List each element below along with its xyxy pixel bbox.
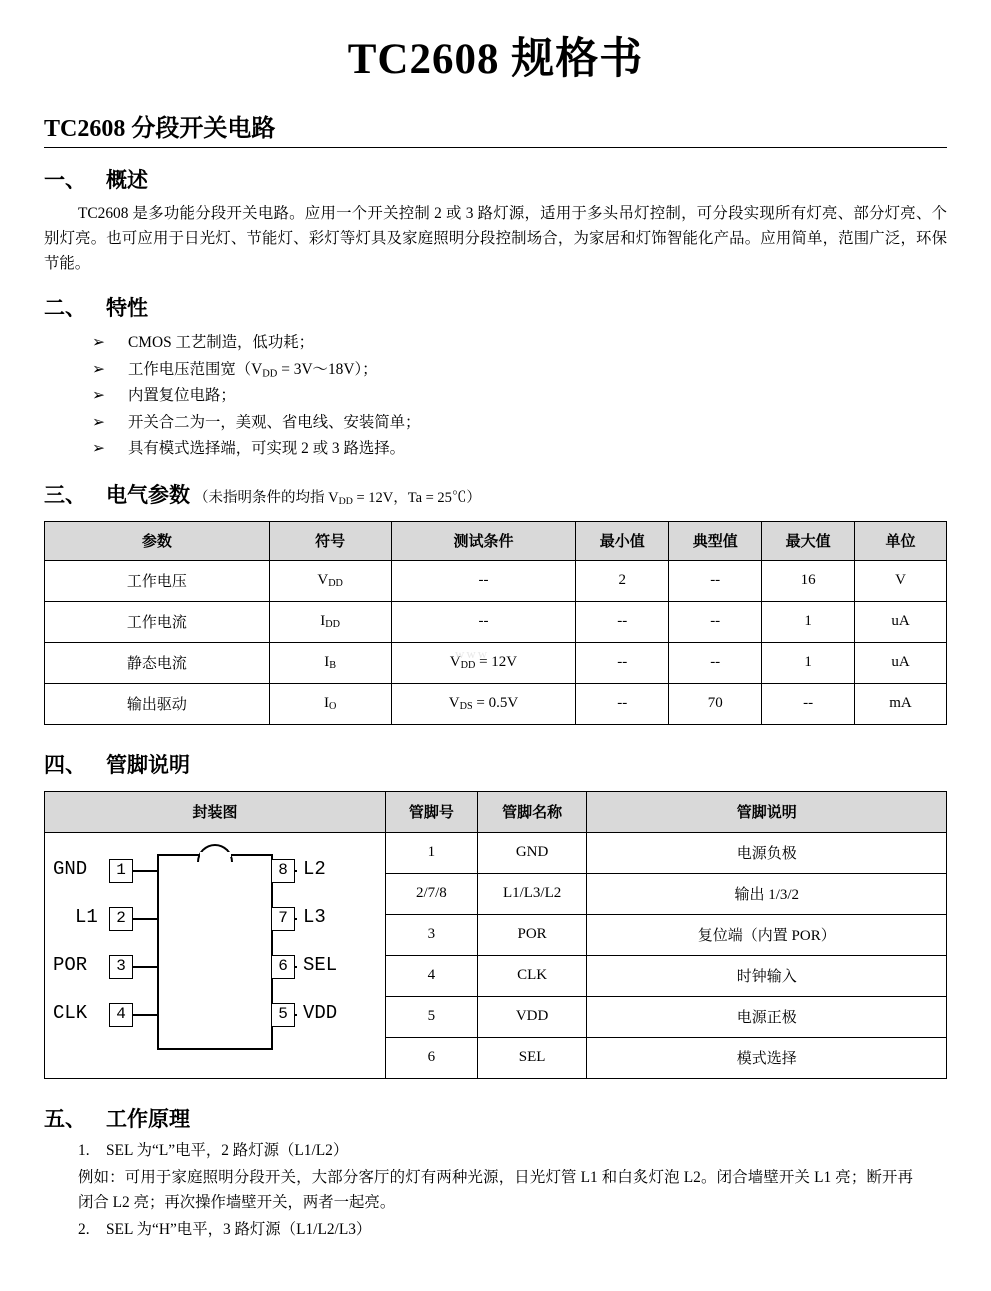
cell-pin-desc: 模式选择: [587, 1037, 947, 1078]
package-diagram-cell: [45, 832, 386, 1078]
column-header: 单位: [855, 521, 947, 560]
pin-lead: [133, 870, 159, 872]
table-header-row: [45, 791, 947, 832]
section-title-overview: 概述: [106, 167, 148, 192]
pin-label-por: POR: [53, 953, 88, 976]
section-title-pins: 管脚说明: [106, 752, 190, 777]
column-header: 符号: [269, 521, 391, 560]
pin-box-4: 4: [109, 1003, 133, 1027]
cell-pin-desc: 输出 1/3/2: [587, 873, 947, 914]
cell-pin-number: 5: [386, 996, 478, 1037]
cell-pin-name: POR: [477, 914, 587, 955]
list-item: [92, 383, 991, 409]
pin-label-l2: L2: [303, 857, 326, 880]
principle-item-2: [78, 1218, 913, 1243]
overview-paragraph: [44, 202, 947, 277]
column-header: 参数: [45, 521, 270, 560]
list-item: [92, 436, 991, 462]
principle-text-2: SEL 为“H”电平，3 路灯源（L1/L2/L3）: [106, 1220, 372, 1238]
table-row: [45, 683, 947, 724]
cell-min: --: [576, 683, 669, 724]
principle-example: [78, 1166, 913, 1216]
cell-pin-name: CLK: [477, 955, 587, 996]
arrow-bullet-icon: ➢: [92, 360, 105, 378]
cell-pin-desc: 复位端（内置 POR）: [587, 914, 947, 955]
cell-typ: --: [669, 642, 762, 683]
cell-pin-number: 1: [386, 832, 478, 873]
cell-unit: uA: [855, 642, 947, 683]
cell-parameter: 输出驱动: [45, 683, 270, 724]
cell-symbol: $I_{DD}$: [269, 601, 391, 642]
arrow-bullet-icon: ➢: [92, 440, 105, 458]
column-header: 最大值: [762, 521, 855, 560]
cell-min: --: [576, 601, 669, 642]
cell-typ: --: [669, 601, 762, 642]
cell-pin-name: L1/L3/L2: [477, 873, 587, 914]
cell-max: --: [762, 683, 855, 724]
list-item: [92, 330, 991, 356]
pin-box-5: 5: [271, 1003, 295, 1027]
document-subtitle: TC2608 分段开关电路: [44, 115, 276, 142]
page-title: TC2608 规格书: [347, 36, 644, 83]
cell-typ: --: [669, 560, 762, 601]
pin-box-6: 6: [271, 955, 295, 979]
section-note-electrical: （未指明条件的均指 $V_{DD} = 12V$，Ta = 25℃）: [194, 489, 481, 508]
cell-max: 16: [762, 560, 855, 601]
section-title-principle: 工作原理: [106, 1106, 190, 1131]
table-row: [45, 642, 947, 683]
pin-label-gnd: GND: [53, 857, 88, 880]
pin-description-table: [44, 791, 947, 1079]
cell-symbol: $I_O$: [269, 683, 391, 724]
dip8-package-diagram: [45, 838, 385, 1073]
section-number-features: 二、: [44, 296, 86, 321]
cell-pin-number: 6: [386, 1037, 478, 1078]
section-number-electrical: 三、: [44, 482, 86, 507]
cell-min: 2: [576, 560, 669, 601]
arrow-bullet-icon: ➢: [92, 334, 105, 352]
cell-pin-name: GND: [477, 832, 587, 873]
column-header: 测试条件: [391, 521, 576, 560]
column-header: 最小值: [576, 521, 669, 560]
section-title-features: 特性: [106, 296, 148, 321]
feature-text: CMOS 工艺制造，低功耗；: [128, 334, 314, 352]
section-number-overview: 一、: [44, 167, 86, 192]
arrow-bullet-icon: ➢: [92, 387, 105, 405]
watermark: www: [455, 646, 490, 661]
cell-condition: --: [391, 560, 576, 601]
list-item: [92, 357, 991, 383]
feature-text: 工作电压范围宽（$V_{DD}$ = 3V～18V）；: [128, 360, 378, 380]
section-heading-features: [44, 292, 991, 322]
cell-pin-name: SEL: [477, 1037, 587, 1078]
pin-label-clk: CLK: [53, 1001, 88, 1024]
pin-box-1: 1: [109, 859, 133, 883]
cell-pin-desc: 时钟输入: [587, 955, 947, 996]
cell-typ: 70: [669, 683, 762, 724]
principle-example-text: 例如：可用于家庭照明分段开关，大部分客厅的灯有两种光源，日光灯管 L1 和白炙灯泡 L2。闭合墙壁开关 L1 亮；断开再闭合 L2 亮；再次操作墙壁开关，两者一起亮。: [78, 1168, 913, 1211]
cell-symbol: $V_{DD}$: [269, 560, 391, 601]
column-header-pin-name: 管脚名称: [477, 791, 587, 832]
section-title-electrical: 电气参数: [106, 482, 190, 507]
document-page: [0, 34, 991, 1291]
section-heading-principle: [44, 1103, 991, 1133]
cell-unit: mA: [855, 683, 947, 724]
section-heading-electrical: [44, 479, 991, 509]
pin-label-sel: SEL: [303, 953, 338, 976]
cell-parameter: 工作电流: [45, 601, 270, 642]
pin-box-3: 3: [109, 955, 133, 979]
arrow-bullet-icon: ➢: [92, 413, 105, 431]
pin-lead: [133, 918, 159, 920]
cell-condition: $V_{DS} = 0.5V$: [391, 683, 576, 724]
pin-lead: [133, 966, 159, 968]
cell-parameter: 静态电流: [45, 642, 270, 683]
column-header-package: 封装图: [45, 791, 386, 832]
list-item: [92, 410, 991, 436]
feature-text: 内置复位电路；: [128, 387, 236, 405]
cell-parameter: 工作电压: [45, 560, 270, 601]
cell-unit: uA: [855, 601, 947, 642]
column-header-pin-desc: 管脚说明: [587, 791, 947, 832]
section-heading-overview: [44, 164, 991, 194]
principle-number-1: 1.: [78, 1141, 90, 1159]
pin-box-2: 2: [109, 907, 133, 931]
chip-notch-mask: [200, 852, 231, 857]
section-heading-pins: [44, 749, 991, 779]
feature-list: [0, 330, 991, 462]
principle-number-2: 2.: [78, 1220, 90, 1238]
cell-pin-desc: 电源正极: [587, 996, 947, 1037]
cell-condition: --: [391, 601, 576, 642]
feature-text: 开关合二为一，美观、省电线、安装简单；: [128, 413, 421, 431]
pin-box-8: 8: [271, 859, 295, 883]
pin-label-vdd: VDD: [303, 1001, 338, 1024]
cell-pin-name: VDD: [477, 996, 587, 1037]
section-number-pins: 四、: [44, 752, 86, 777]
subtitle-block: [44, 108, 947, 148]
column-header-pin-number: 管脚号: [386, 791, 478, 832]
cell-pin-number: 3: [386, 914, 478, 955]
table-row: [45, 601, 947, 642]
electrical-parameters-table: [44, 521, 947, 725]
cell-pin-desc: 电源负极: [587, 832, 947, 873]
cell-min: --: [576, 642, 669, 683]
pin-label-l1: L1: [75, 905, 98, 928]
cell-pin-number: 4: [386, 955, 478, 996]
pin-lead: [133, 1014, 159, 1016]
pin-label-l3: L3: [303, 905, 326, 928]
section-number-principle: 五、: [44, 1106, 86, 1131]
principle-item-1: [78, 1139, 913, 1164]
principle-text-1: SEL 为“L”电平，2 路灯源（L1/L2）: [106, 1141, 349, 1159]
table-header-row: [45, 521, 947, 560]
cell-symbol: $I_B$: [269, 642, 391, 683]
cell-max: 1: [762, 601, 855, 642]
chip-body: [157, 854, 273, 1050]
overview-text: TC2608 是多功能分段开关电路。应用一个开关控制 2 或 3 路灯源，适用于多头吊灯控制，可分段实现所有灯亮、部分灯亮、个别灯亮。也可应用于日光灯、节能灯、彩灯等灯具及家庭照明分段控制场合，为家居和灯饰智能化产品。应用简单，范围广泛，环保节能。: [44, 204, 947, 272]
pin-box-7: 7: [271, 907, 295, 931]
cell-max: 1: [762, 642, 855, 683]
column-header: 典型值: [669, 521, 762, 560]
cell-unit: V: [855, 560, 947, 601]
table-row: [45, 560, 947, 601]
cell-pin-number: 2/7/8: [386, 873, 478, 914]
table-row: [45, 832, 947, 873]
feature-text: 具有模式选择端，可实现 2 或 3 路选择。: [128, 440, 406, 458]
cell-condition: $V_{DD} = 12V$: [391, 642, 576, 683]
